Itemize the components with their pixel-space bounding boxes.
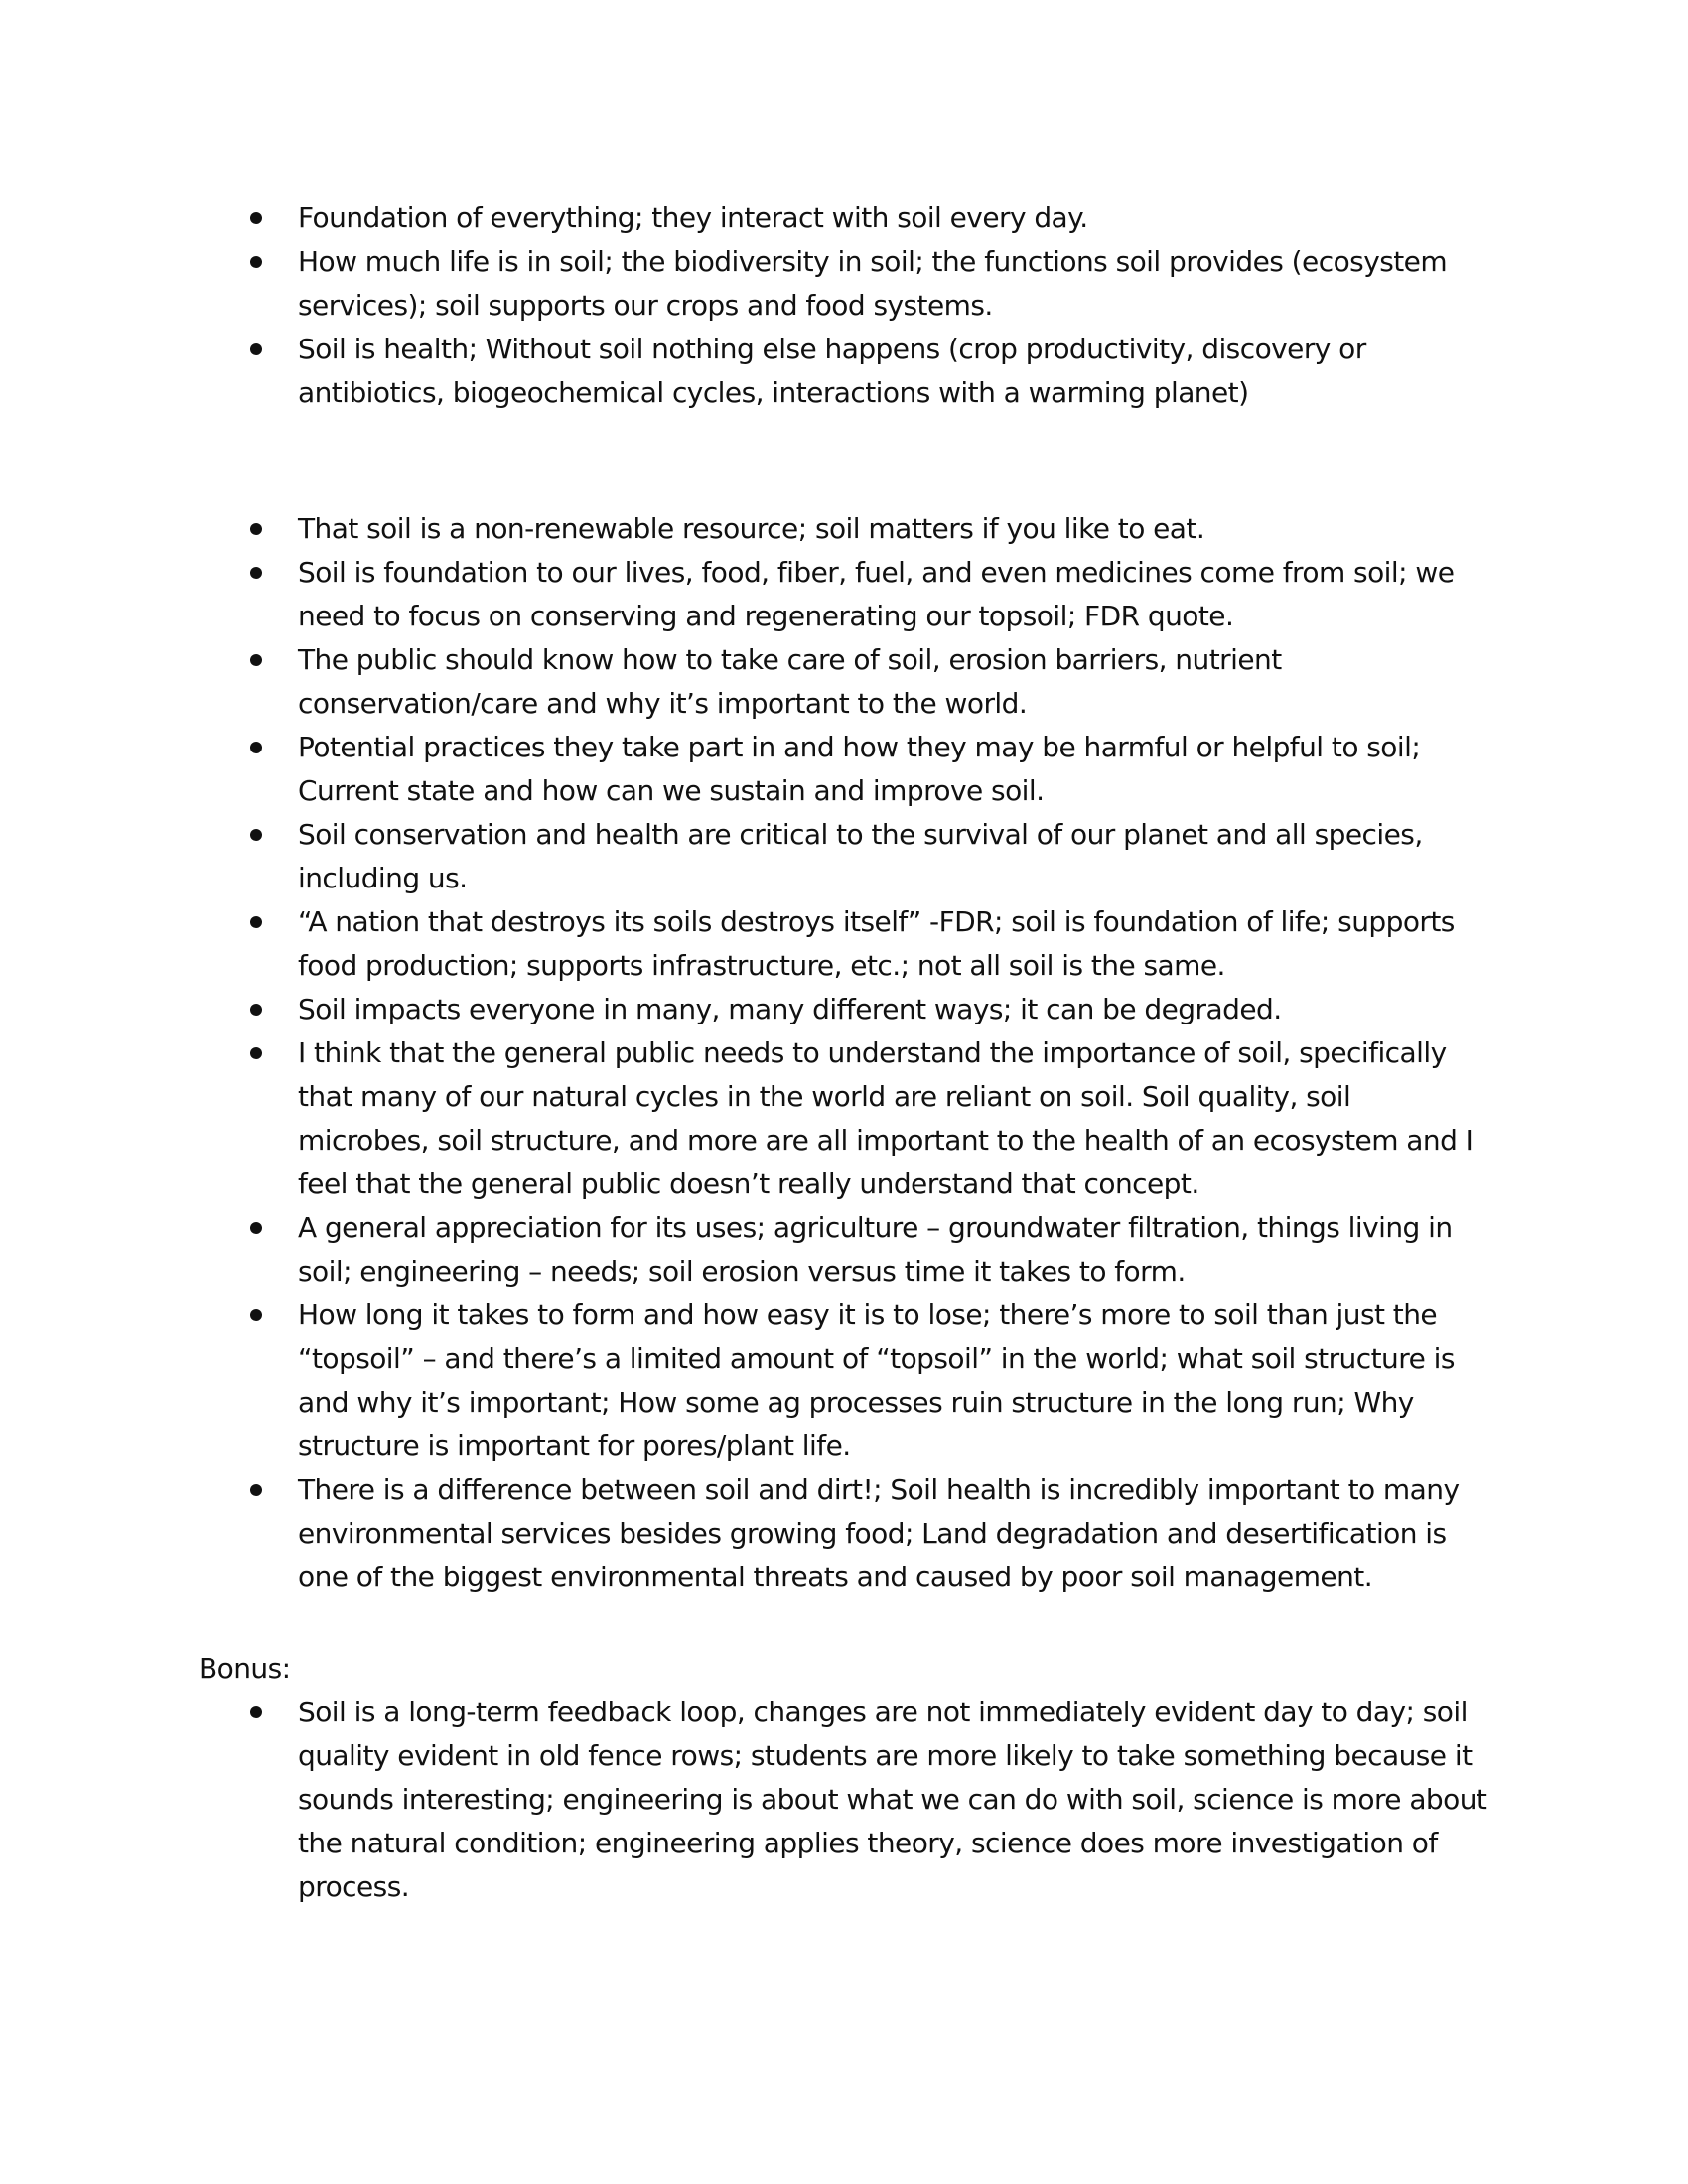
list-item-text: Soil is health; Without soil nothing else happens (crop productivity, discovery or antibiotics, biogeochemical cycles, interactions with a warming planet) [298, 333, 1366, 409]
list-item-text: A general appreciation for its uses; agriculture – groundwater filtration, things living in soil; engineering – needs; soil erosion versus time it takes to form. [298, 1211, 1453, 1288]
bullet-list-section-2 [199, 507, 1489, 1599]
list-item-text: Potential practices they take part in and how they may be harmful or helpful to soil; Current state and how can we sustain and improve soil. [298, 731, 1421, 807]
bullet-list-section-1 [199, 197, 1489, 415]
list-item-text: Soil conservation and health are critical to the survival of our planet and all species, including us. [298, 818, 1423, 894]
list-item [199, 638, 1489, 726]
list-item-text: “A nation that destroys its soils destroys itself” -FDR; soil is foundation of life; supports food production; supports infrastructure, etc.; not all soil is the same. [298, 905, 1455, 982]
list-item-text: Foundation of everything; they interact with soil every day. [298, 202, 1088, 234]
list-item-text: There is a difference between soil and dirt!; Soil health is incredibly important to many environmental services besides growing food; Land degradation and desertification is one of the biggest environmental threats and caused by poor soil management. [298, 1473, 1460, 1593]
list-item-text: Soil is a long-term feedback loop, changes are not immediately evident day to day; soil quality evident in old fence rows; students are more likely to take something because it sounds interesting; engineering is about what we can do with soil, science is more about the natural condition; engineering applies theory, science does more investigation of process. [298, 1696, 1487, 1903]
list-item-text: I think that the general public needs to understand the importance of soil, specifically that many of our natural cycles in the world are reliant on soil. Soil quality, soil microbes, soil structure, and more are all important to the health of an ecosystem and I feel that the general public doesn’t really understand that concept. [298, 1036, 1474, 1200]
bullet-icon [250, 742, 262, 753]
list-item [199, 988, 1489, 1031]
list-item [199, 197, 1489, 240]
bullet-icon [250, 1004, 262, 1016]
list-item-text: Soil impacts everyone in many, many different ways; it can be degraded. [298, 993, 1282, 1025]
list-item [199, 813, 1489, 900]
list-item-text: That soil is a non-renewable resource; soil matters if you like to eat. [298, 512, 1205, 545]
list-item [199, 551, 1489, 638]
list-item [199, 328, 1489, 415]
bullet-icon [250, 654, 262, 666]
bullet-icon [250, 212, 262, 224]
list-item [199, 1294, 1489, 1468]
bonus-heading: Bonus: [199, 1652, 291, 1685]
bullet-icon [250, 1222, 262, 1234]
list-item [199, 1691, 1489, 1909]
list-item-text: Soil is foundation to our lives, food, fiber, fuel, and even medicines come from soil; we need to focus on conserving and regenerating our topsoil; FDR quote. [298, 556, 1455, 632]
bullet-list-bonus [199, 1691, 1489, 1909]
bullet-icon [250, 916, 262, 928]
list-item [199, 1031, 1489, 1206]
list-item [199, 1206, 1489, 1294]
bullet-icon [250, 1484, 262, 1496]
bullet-icon [250, 1309, 262, 1321]
list-item [199, 240, 1489, 328]
document-content [199, 197, 1489, 1909]
list-item [199, 726, 1489, 813]
bullet-icon [250, 523, 262, 535]
bullet-icon [250, 256, 262, 268]
bullet-icon [250, 343, 262, 355]
list-item-text: How long it takes to form and how easy it is to lose; there’s more to soil than just the “topsoil” – and there’s a limited amount of “topsoil” in the world; what soil structure is and why it’s important; How some ag processes ruin structure in the long run; Why structure is important for pores/plant life. [298, 1298, 1455, 1462]
list-item [199, 900, 1489, 988]
bullet-icon [250, 1047, 262, 1059]
bullet-icon [250, 567, 262, 579]
bullet-icon [250, 1706, 262, 1718]
section-spacer [199, 415, 1489, 507]
list-item [199, 507, 1489, 551]
list-item-text: How much life is in soil; the biodiversity in soil; the functions soil provides (ecosystem services); soil supports our crops and food systems. [298, 245, 1448, 322]
list-item [199, 1468, 1489, 1599]
list-item-text: The public should know how to take care of soil, erosion barriers, nutrient conservation/care and why it’s important to the world. [298, 643, 1282, 720]
bullet-icon [250, 829, 262, 841]
